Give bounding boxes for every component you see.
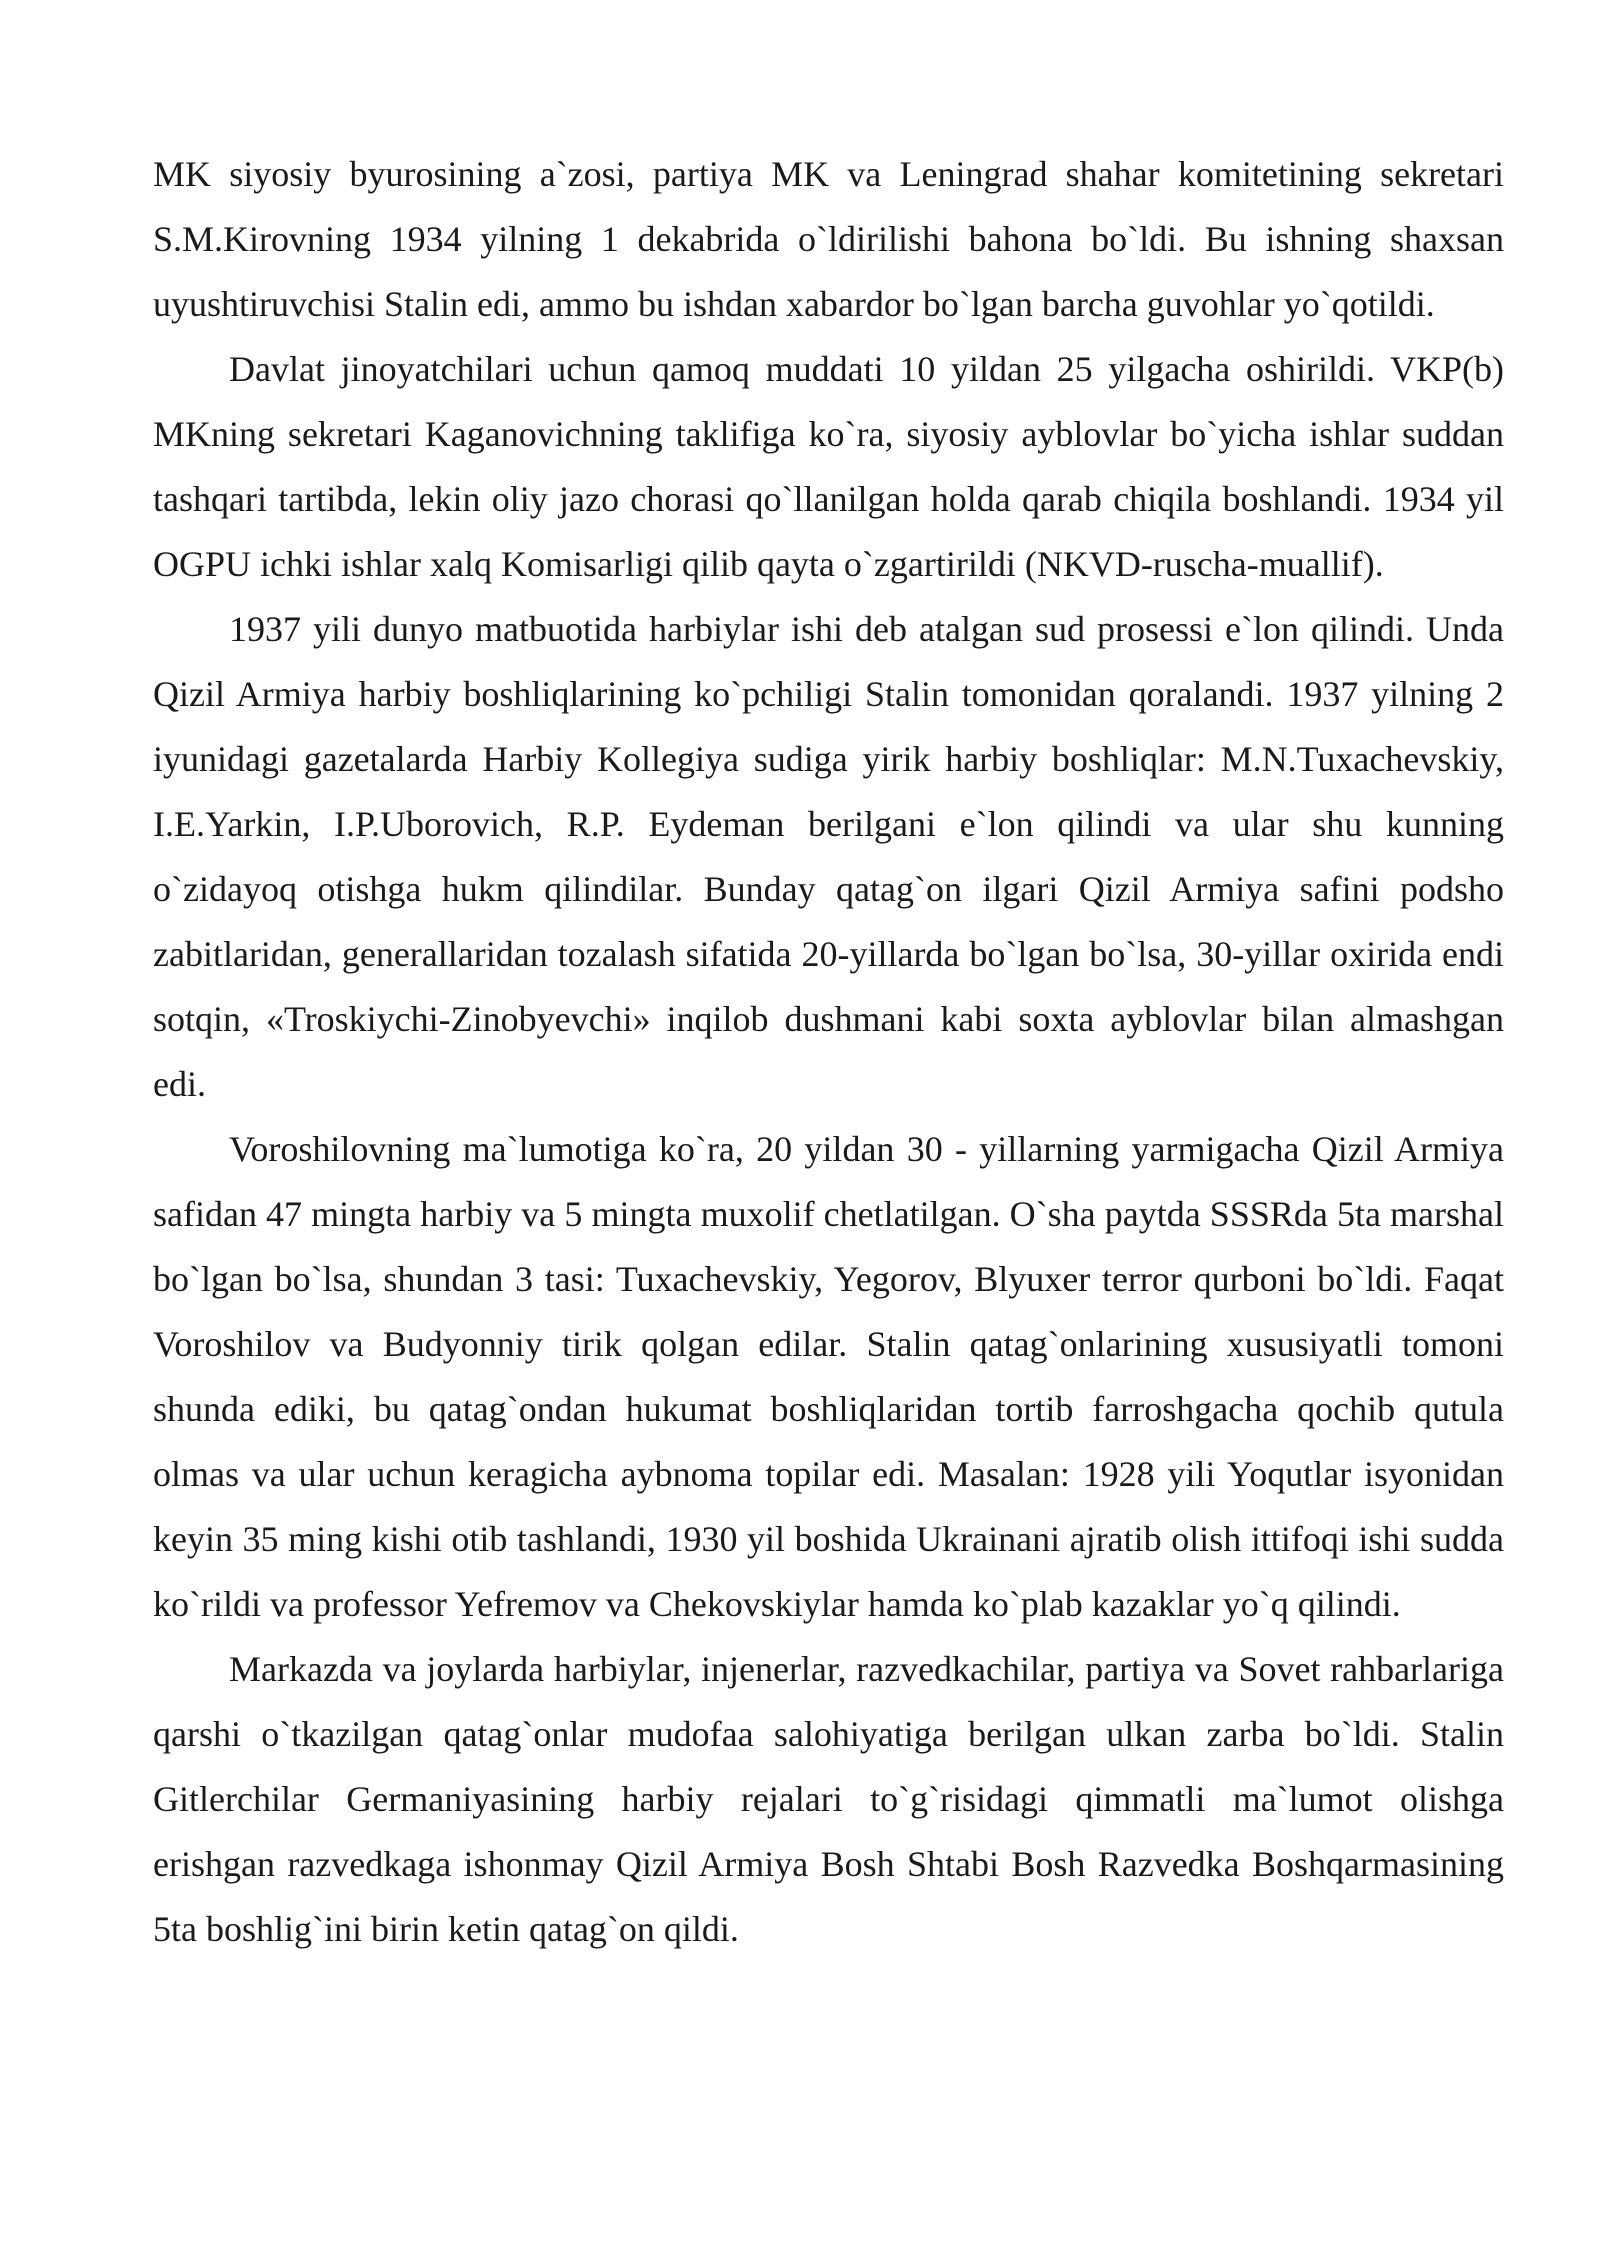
paragraph-5: Markazda va joylarda harbiylar, injenerlar, razvedkachilar, partiya va Sovet rahbarlariga qarshi o`tkazilgan qatag`onlar mudofaa salohiyatiga berilgan ulkan zarba bo`ldi. Stalin Gitlerchilar Germaniyasining harbiy rejalari to`g`risidagi qimmatli ma`lumot olishga erishgan razvedkaga ishonmay Qizil Armiya Bosh Shtabi Bosh Razvedka Boshqarmasining 5ta boshlig`ini birin ketin qatag`on qildi.	[153, 1649, 1504, 1949]
paragraph-3: 1937 yili dunyo matbuotida harbiylar ishi deb atalgan sud prosessi e`lon qilindi. Unda Qizil Armiya harbiy boshliqlarining ko`pchiligi Stalin tomonidan qoralandi. 1937 yilning 2 iyunidagi gazetalarda Harbiy Kollegiya sudiga yirik harbiy boshliqlar: M.N.Tuxachevskiy, I.E.Yarkin, I.P.Uborovich, R.P. Eydeman berilgani e`lon qilindi va ular shu kunning o`zidayoq otishga hukm qilindilar. Bunday qatag`on ilgari Qizil Armiya safini podsho zabitlaridan, generallaridan tozalash sifatida 20-yillarda bo`lgan bo`lsa, 30-yillar oxirida endi sotqin, «Troskiychi-Zinobyevchi» inqilob dushmani kabi soxta ayblovlar bilan almashgan edi.	[153, 609, 1504, 1104]
paragraph-1: MK siyosiy byurosining a`zosi, partiya MK va Leningrad shahar komitetining sekretari S.M.Kirovning 1934 yilning 1 dekabrida o`ldirilishi bahona bo`ldi. Bu ishning shaxsan uyushtiruvchisi Stalin edi, ammo bu ishdan xabardor bo`lgan barcha guvohlar yo`qotildi.	[153, 154, 1504, 324]
document-page	[153, 142, 1504, 1962]
paragraph-2: Davlat jinoyatchilari uchun qamoq muddati 10 yildan 25 yilgacha oshirildi. VKP(b) MKning sekretari Kaganovichning taklifiga ko`ra, siyosiy ayblovlar bo`yicha ishlar suddan tashqari tartibda, lekin oliy jazo chorasi qo`llanilgan holda qarab chiqila boshlandi. 1934 yil OGPU ichki ishlar xalq Komisarligi qilib qayta o`zgartirildi (NKVD-ruscha-muallif).	[153, 349, 1504, 584]
paragraph-4: Voroshilovning ma`lumotiga ko`ra, 20 yildan 30 - yillarning yarmigacha Qizil Armiya safidan 47 mingta harbiy va 5 mingta muxolif chetlatilgan. O`sha paytda SSSRda 5ta marshal bo`lgan bo`lsa, shundan 3 tasi: Tuxachevskiy, Yegorov, Blyuxer terror qurboni bo`ldi. Faqat Voroshilov va Budyonniy tirik qolgan edilar. Stalin qatag`onlarining xususiyatli tomoni shunda ediki, bu qatag`ondan hukumat boshliqlaridan tortib farroshgacha qochib qutula olmas va ular uchun keragicha aybnoma topilar edi. Masalan: 1928 yili Yoqutlar isyonidan keyin 35 ming kishi otib tashlandi, 1930 yil boshida Ukrainani ajratib olish ittifoqi ishi sudda ko`rildi va professor Yefremov va Chekovskiylar hamda ko`plab kazaklar yo`q qilindi.	[153, 1129, 1504, 1624]
